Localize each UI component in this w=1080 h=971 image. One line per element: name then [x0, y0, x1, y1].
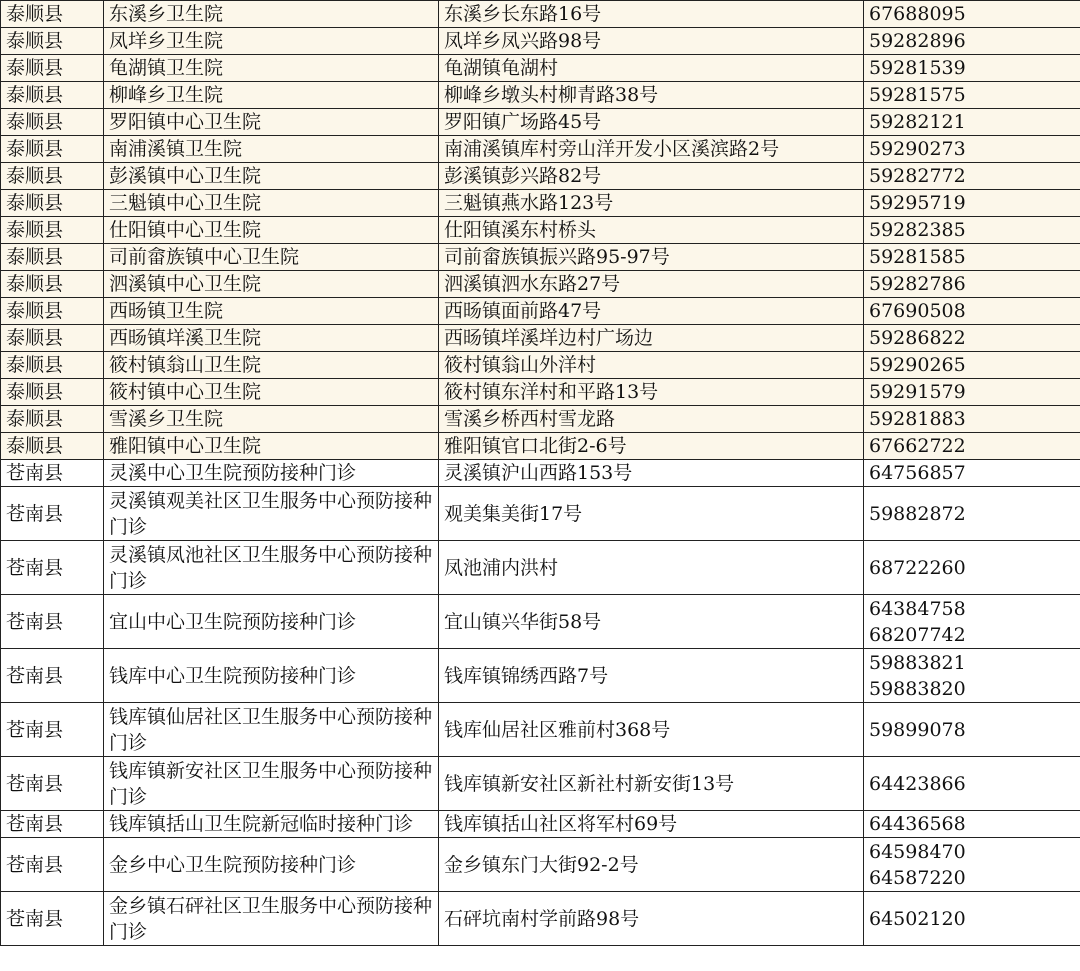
clinic-name-cell: 灵溪中心卫生院预防接种门诊 — [104, 460, 439, 487]
phone-cell — [864, 190, 1080, 217]
table-row — [1, 649, 1080, 703]
clinic-name-cell: 龟湖镇卫生院 — [104, 55, 439, 82]
address-cell: 罗阳镇广场路45号 — [439, 109, 864, 136]
phone-number: 67688095 — [869, 3, 966, 25]
table-row — [1, 109, 1080, 136]
phone-number: 67662722 — [869, 435, 966, 457]
address-cell: 西旸镇面前路47号 — [439, 298, 864, 325]
phone-number: 59291579 — [869, 381, 966, 403]
clinic-name-cell: 钱库镇新安社区卫生服务中心预防接种门诊 — [104, 757, 439, 811]
phone-number: 59282786 — [869, 273, 966, 295]
phone-cell — [864, 487, 1080, 541]
phone-number: 64436568 — [869, 813, 966, 835]
phone-cell — [864, 1, 1080, 28]
address-cell: 筱村镇翁山外洋村 — [439, 352, 864, 379]
table-row — [1, 703, 1080, 757]
county-cell: 苍南县 — [1, 757, 104, 811]
table-row — [1, 838, 1080, 892]
table-row — [1, 271, 1080, 298]
table-row — [1, 433, 1080, 460]
county-cell: 泰顺县 — [1, 379, 104, 406]
phone-number: 64756857 — [869, 462, 966, 484]
county-cell: 泰顺县 — [1, 406, 104, 433]
phone-cell — [864, 433, 1080, 460]
phone-cell — [864, 649, 1080, 703]
address-cell: 雪溪乡桥西村雪龙路 — [439, 406, 864, 433]
table-row — [1, 406, 1080, 433]
clinic-name-cell: 雅阳镇中心卫生院 — [104, 433, 439, 460]
table-row — [1, 352, 1080, 379]
county-cell: 苍南县 — [1, 649, 104, 703]
address-cell: 龟湖镇龟湖村 — [439, 55, 864, 82]
clinic-name-cell: 仕阳镇中心卫生院 — [104, 217, 439, 244]
phone-cell — [864, 163, 1080, 190]
address-cell: 仕阳镇溪东村桥头 — [439, 217, 864, 244]
address-cell: 宜山镇兴华街58号 — [439, 595, 864, 649]
clinic-name-cell: 司前畲族镇中心卫生院 — [104, 244, 439, 271]
address-cell: 钱库仙居社区雅前村368号 — [439, 703, 864, 757]
county-cell: 泰顺县 — [1, 82, 104, 109]
table-row — [1, 757, 1080, 811]
address-cell: 司前畲族镇振兴路95-97号 — [439, 244, 864, 271]
table-row — [1, 28, 1080, 55]
phone-cell — [864, 541, 1080, 595]
county-cell: 泰顺县 — [1, 136, 104, 163]
address-cell: 灵溪镇沪山西路153号 — [439, 460, 864, 487]
phone-number: 59281539 — [869, 57, 966, 79]
county-cell: 泰顺县 — [1, 244, 104, 271]
phone-cell — [864, 379, 1080, 406]
table-row — [1, 1, 1080, 28]
phone-number: 64502120 — [869, 907, 966, 930]
clinic-name-cell: 三魁镇中心卫生院 — [104, 190, 439, 217]
phone-number: 59282896 — [869, 30, 966, 52]
clinic-name-cell: 雪溪乡卫生院 — [104, 406, 439, 433]
phone-cell — [864, 136, 1080, 163]
table-row — [1, 82, 1080, 109]
county-cell: 泰顺县 — [1, 109, 104, 136]
phone-cell — [864, 217, 1080, 244]
county-cell: 苍南县 — [1, 460, 104, 487]
table-row — [1, 487, 1080, 541]
table-row — [1, 541, 1080, 595]
phone-cell — [864, 460, 1080, 487]
phone-cell — [864, 55, 1080, 82]
phone-number: 59882872 — [869, 502, 966, 525]
clinic-name-cell: 南浦溪镇卫生院 — [104, 136, 439, 163]
clinic-name-cell: 钱库镇仙居社区卫生服务中心预防接种门诊 — [104, 703, 439, 757]
address-cell: 钱库镇锦绣西路7号 — [439, 649, 864, 703]
clinic-name-cell: 钱库镇括山卫生院新冠临时接种门诊 — [104, 811, 439, 838]
county-cell: 苍南县 — [1, 595, 104, 649]
address-cell: 钱库镇新安社区新社村新安街13号 — [439, 757, 864, 811]
phone-number: 59883821 — [869, 651, 966, 674]
clinic-name-cell: 宜山中心卫生院预防接种门诊 — [104, 595, 439, 649]
phone-number: 59286822 — [869, 327, 966, 349]
phone-cell — [864, 271, 1080, 298]
table-row — [1, 244, 1080, 271]
phone-number: 68722260 — [869, 556, 966, 579]
phone-number: 59281585 — [869, 246, 966, 268]
clinic-name-cell: 钱库中心卫生院预防接种门诊 — [104, 649, 439, 703]
county-cell: 泰顺县 — [1, 163, 104, 190]
address-cell: 钱库镇括山社区将军村69号 — [439, 811, 864, 838]
address-cell: 石砰坑南村学前路98号 — [439, 892, 864, 946]
clinic-name-cell: 西旸镇垟溪卫生院 — [104, 325, 439, 352]
table-row — [1, 325, 1080, 352]
county-cell: 泰顺县 — [1, 271, 104, 298]
clinic-name-cell: 彭溪镇中心卫生院 — [104, 163, 439, 190]
table-row — [1, 460, 1080, 487]
phone-cell — [864, 838, 1080, 892]
phone-cell — [864, 325, 1080, 352]
county-cell: 苍南县 — [1, 487, 104, 541]
county-cell: 泰顺县 — [1, 325, 104, 352]
phone-number: 64598470 — [869, 840, 966, 863]
clinic-name-cell: 西旸镇卫生院 — [104, 298, 439, 325]
phone-cell — [864, 82, 1080, 109]
county-cell: 苍南县 — [1, 541, 104, 595]
county-cell: 苍南县 — [1, 703, 104, 757]
phone-number: 59281883 — [869, 408, 966, 430]
address-cell: 东溪乡长东路16号 — [439, 1, 864, 28]
county-cell: 苍南县 — [1, 811, 104, 838]
clinic-name-cell: 金乡中心卫生院预防接种门诊 — [104, 838, 439, 892]
county-cell: 泰顺县 — [1, 190, 104, 217]
table-row — [1, 136, 1080, 163]
phone-number: 59899078 — [869, 718, 966, 741]
table-row — [1, 811, 1080, 838]
address-cell: 柳峰乡墩头村柳青路38号 — [439, 82, 864, 109]
clinic-name-cell: 柳峰乡卫生院 — [104, 82, 439, 109]
clinic-name-cell: 凤垟乡卫生院 — [104, 28, 439, 55]
phone-number: 59295719 — [869, 192, 966, 214]
phone-cell — [864, 892, 1080, 946]
county-cell: 泰顺县 — [1, 352, 104, 379]
address-cell: 彭溪镇彭兴路82号 — [439, 163, 864, 190]
phone-number: 64384758 — [869, 597, 966, 620]
table-row — [1, 298, 1080, 325]
county-cell: 泰顺县 — [1, 433, 104, 460]
county-cell: 苍南县 — [1, 838, 104, 892]
phone-number: 59290265 — [869, 354, 966, 376]
address-cell: 金乡镇东门大街92-2号 — [439, 838, 864, 892]
clinic-name-cell: 灵溪镇凤池社区卫生服务中心预防接种门诊 — [104, 541, 439, 595]
phone-number: 59281575 — [869, 84, 966, 106]
table-row — [1, 892, 1080, 946]
county-cell: 泰顺县 — [1, 217, 104, 244]
phone-number: 59282385 — [869, 219, 966, 241]
table-row — [1, 217, 1080, 244]
clinic-name-cell: 罗阳镇中心卫生院 — [104, 109, 439, 136]
table-row — [1, 190, 1080, 217]
phone-number: 68207742 — [869, 623, 966, 646]
address-cell: 三魁镇燕水路123号 — [439, 190, 864, 217]
address-cell: 西旸镇垟溪垟边村广场边 — [439, 325, 864, 352]
phone-cell — [864, 28, 1080, 55]
phone-cell — [864, 703, 1080, 757]
phone-number: 67690508 — [869, 300, 966, 322]
clinic-name-cell: 东溪乡卫生院 — [104, 1, 439, 28]
address-cell: 泗溪镇泗水东路27号 — [439, 271, 864, 298]
phone-number: 64423866 — [869, 772, 966, 795]
phone-cell — [864, 595, 1080, 649]
phone-cell — [864, 757, 1080, 811]
county-cell: 泰顺县 — [1, 298, 104, 325]
phone-cell — [864, 352, 1080, 379]
clinic-table-body — [1, 1, 1080, 946]
address-cell: 南浦溪镇库村旁山洋开发小区溪滨路2号 — [439, 136, 864, 163]
table-row — [1, 163, 1080, 190]
table-row — [1, 55, 1080, 82]
phone-cell — [864, 406, 1080, 433]
clinic-name-cell: 筱村镇中心卫生院 — [104, 379, 439, 406]
clinic-name-cell: 灵溪镇观美社区卫生服务中心预防接种门诊 — [104, 487, 439, 541]
address-cell: 观美集美街17号 — [439, 487, 864, 541]
county-cell: 泰顺县 — [1, 55, 104, 82]
clinic-name-cell: 金乡镇石砰社区卫生服务中心预防接种门诊 — [104, 892, 439, 946]
address-cell: 雅阳镇官口北街2-6号 — [439, 433, 864, 460]
phone-number: 59883820 — [869, 677, 966, 700]
phone-cell — [864, 244, 1080, 271]
phone-number: 59290273 — [869, 138, 966, 160]
clinic-name-cell: 泗溪镇中心卫生院 — [104, 271, 439, 298]
table-row — [1, 379, 1080, 406]
county-cell: 泰顺县 — [1, 1, 104, 28]
address-cell: 凤垟乡凤兴路98号 — [439, 28, 864, 55]
address-cell: 筱村镇东洋村和平路13号 — [439, 379, 864, 406]
phone-number: 64587220 — [869, 866, 966, 889]
clinic-name-cell: 筱村镇翁山卫生院 — [104, 352, 439, 379]
county-cell: 泰顺县 — [1, 28, 104, 55]
table-row — [1, 595, 1080, 649]
address-cell: 凤池浦内洪村 — [439, 541, 864, 595]
phone-cell — [864, 109, 1080, 136]
phone-number: 59282121 — [869, 111, 966, 133]
phone-cell — [864, 811, 1080, 838]
phone-number: 59282772 — [869, 165, 966, 187]
county-cell: 苍南县 — [1, 892, 104, 946]
phone-cell — [864, 298, 1080, 325]
